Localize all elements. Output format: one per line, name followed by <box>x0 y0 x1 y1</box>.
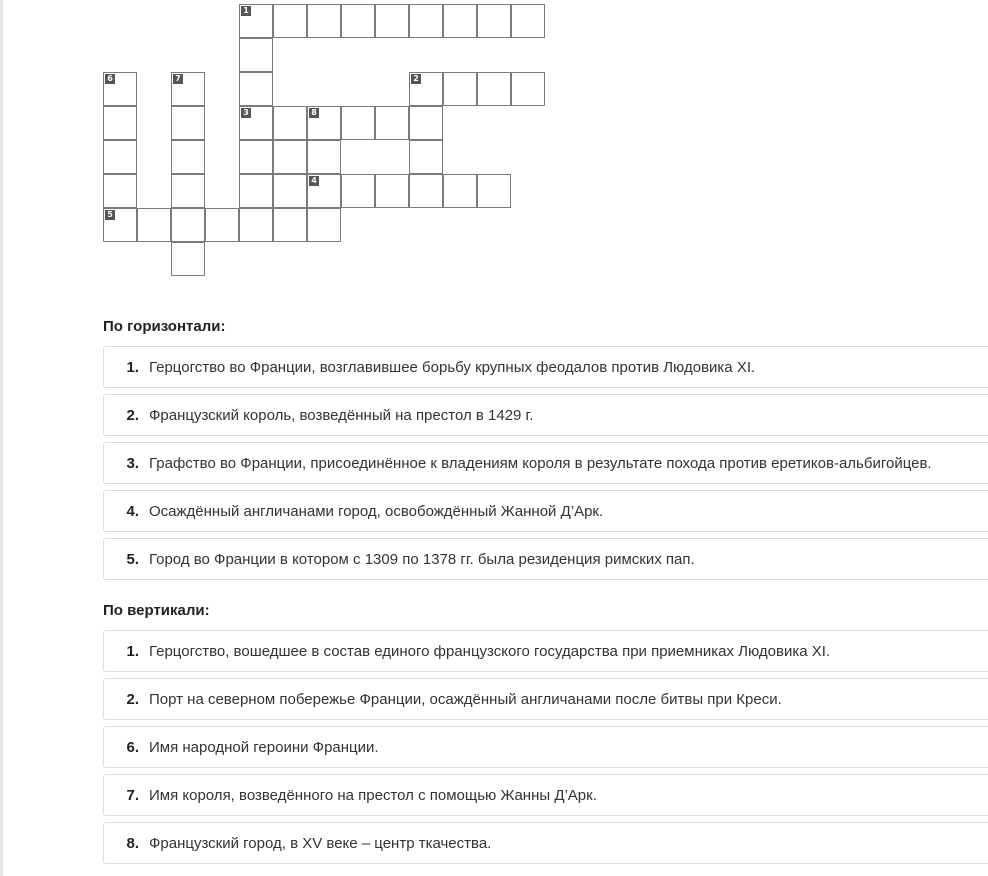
crossword-cell[interactable] <box>239 208 273 242</box>
crossword-cell[interactable] <box>239 4 273 38</box>
clue-number: 8. <box>126 834 139 852</box>
cell-number: 2 <box>411 74 421 84</box>
crossword-cell[interactable] <box>239 38 273 72</box>
crossword-cell[interactable] <box>477 174 511 208</box>
crossword-cell[interactable] <box>103 106 137 140</box>
cell-number: 1 <box>241 6 251 16</box>
down-clue-1[interactable] <box>103 630 988 672</box>
clue-text: Французский король, возведённый на престол в 1429 г. <box>149 406 534 424</box>
cell-number: 3 <box>241 108 251 118</box>
clue-number: 1. <box>126 642 139 660</box>
crossword-cell[interactable] <box>409 140 443 174</box>
crossword-cell[interactable] <box>341 174 375 208</box>
down-clue-6[interactable] <box>103 726 988 768</box>
crossword-cell[interactable] <box>443 72 477 106</box>
crossword-cell[interactable] <box>171 106 205 140</box>
across-clue-3[interactable] <box>103 442 988 484</box>
crossword-cell[interactable] <box>409 174 443 208</box>
crossword-cell[interactable] <box>273 106 307 140</box>
crossword-cell[interactable] <box>273 140 307 174</box>
crossword-cell[interactable] <box>341 4 375 38</box>
crossword-cell[interactable] <box>137 208 171 242</box>
crossword-cell[interactable] <box>477 72 511 106</box>
crossword-cell[interactable] <box>103 72 137 106</box>
down-clue-7[interactable] <box>103 774 988 816</box>
clue-number: 5. <box>126 550 139 568</box>
crossword-cell[interactable] <box>511 4 545 38</box>
crossword-cell[interactable] <box>443 174 477 208</box>
crossword-cell[interactable] <box>171 140 205 174</box>
clue-text: Французский город, в XV веке – центр ткачества. <box>149 834 492 852</box>
crossword-cell[interactable] <box>273 4 307 38</box>
crossword-cell[interactable] <box>307 4 341 38</box>
crossword-cell[interactable] <box>239 72 273 106</box>
crossword-cell[interactable] <box>171 242 205 276</box>
crossword-cell[interactable] <box>511 72 545 106</box>
cell-number: 7 <box>173 74 183 84</box>
crossword-cell[interactable] <box>477 4 511 38</box>
clue-number: 2. <box>126 690 139 708</box>
crossword-cell[interactable] <box>103 174 137 208</box>
crossword-cell[interactable] <box>307 106 341 140</box>
crossword-grid <box>0 0 988 300</box>
down-heading: По вертикали: <box>103 602 210 619</box>
across-heading: По горизонтали: <box>103 318 226 335</box>
clue-text: Порт на северном побережье Франции, осаждённый англичанами после битвы при Креси. <box>149 690 782 708</box>
crossword-cell[interactable] <box>409 4 443 38</box>
clue-number: 1. <box>126 358 139 376</box>
crossword-cell[interactable] <box>307 140 341 174</box>
crossword-cell[interactable] <box>307 208 341 242</box>
crossword-cell[interactable] <box>273 174 307 208</box>
clue-number: 6. <box>126 738 139 756</box>
crossword-cell[interactable] <box>409 106 443 140</box>
cell-number: 4 <box>309 176 319 186</box>
across-clue-2[interactable] <box>103 394 988 436</box>
crossword-cell[interactable] <box>239 174 273 208</box>
across-clue-5[interactable] <box>103 538 988 580</box>
cell-number: 6 <box>105 74 115 84</box>
crossword-cell[interactable] <box>307 174 341 208</box>
crossword-cell[interactable] <box>239 140 273 174</box>
crossword-cell[interactable] <box>103 208 137 242</box>
clue-text: Герцогство, вошедшее в состав единого французского государства при приемниках Людовика XI. <box>149 642 831 660</box>
across-clue-1[interactable] <box>103 346 988 388</box>
crossword-cell[interactable] <box>273 208 307 242</box>
clue-number: 2. <box>126 406 139 424</box>
clue-text: Имя короля, возведённого на престол с помощью Жанны Д’Арк. <box>149 786 597 804</box>
crossword-cell[interactable] <box>205 208 239 242</box>
clue-text: Имя народной героини Франции. <box>149 738 379 756</box>
down-clue-2[interactable] <box>103 678 988 720</box>
crossword-cell[interactable] <box>171 174 205 208</box>
cell-number: 5 <box>105 210 115 220</box>
crossword-cell[interactable] <box>375 106 409 140</box>
clue-text: Герцогство во Франции, возглавившее борьбу крупных феодалов против Людовика XI. <box>149 358 756 376</box>
down-clue-8[interactable] <box>103 822 988 864</box>
crossword-cell[interactable] <box>341 106 375 140</box>
across-clue-4[interactable] <box>103 490 988 532</box>
crossword-cell[interactable] <box>375 4 409 38</box>
crossword-cell[interactable] <box>443 4 477 38</box>
crossword-cell[interactable] <box>171 72 205 106</box>
cell-number: 8 <box>309 108 319 118</box>
crossword-cell[interactable] <box>239 106 273 140</box>
clue-number: 4. <box>126 502 139 520</box>
clue-text: Город во Франции в котором с 1309 по 1378 гг. была резиденция римских пап. <box>149 550 695 568</box>
crossword-cell[interactable] <box>103 140 137 174</box>
clue-number: 3. <box>126 454 139 472</box>
clue-text: Осаждённый англичанами город, освобождённый Жанной Д’Арк. <box>149 502 604 520</box>
clue-text: Графство во Франции, присоединённое к владениям короля в результате похода против еретиков-альбигойцев. <box>149 454 932 472</box>
crossword-cell[interactable] <box>409 72 443 106</box>
clue-number: 7. <box>126 786 139 804</box>
crossword-cell[interactable] <box>375 174 409 208</box>
crossword-cell[interactable] <box>171 208 205 242</box>
